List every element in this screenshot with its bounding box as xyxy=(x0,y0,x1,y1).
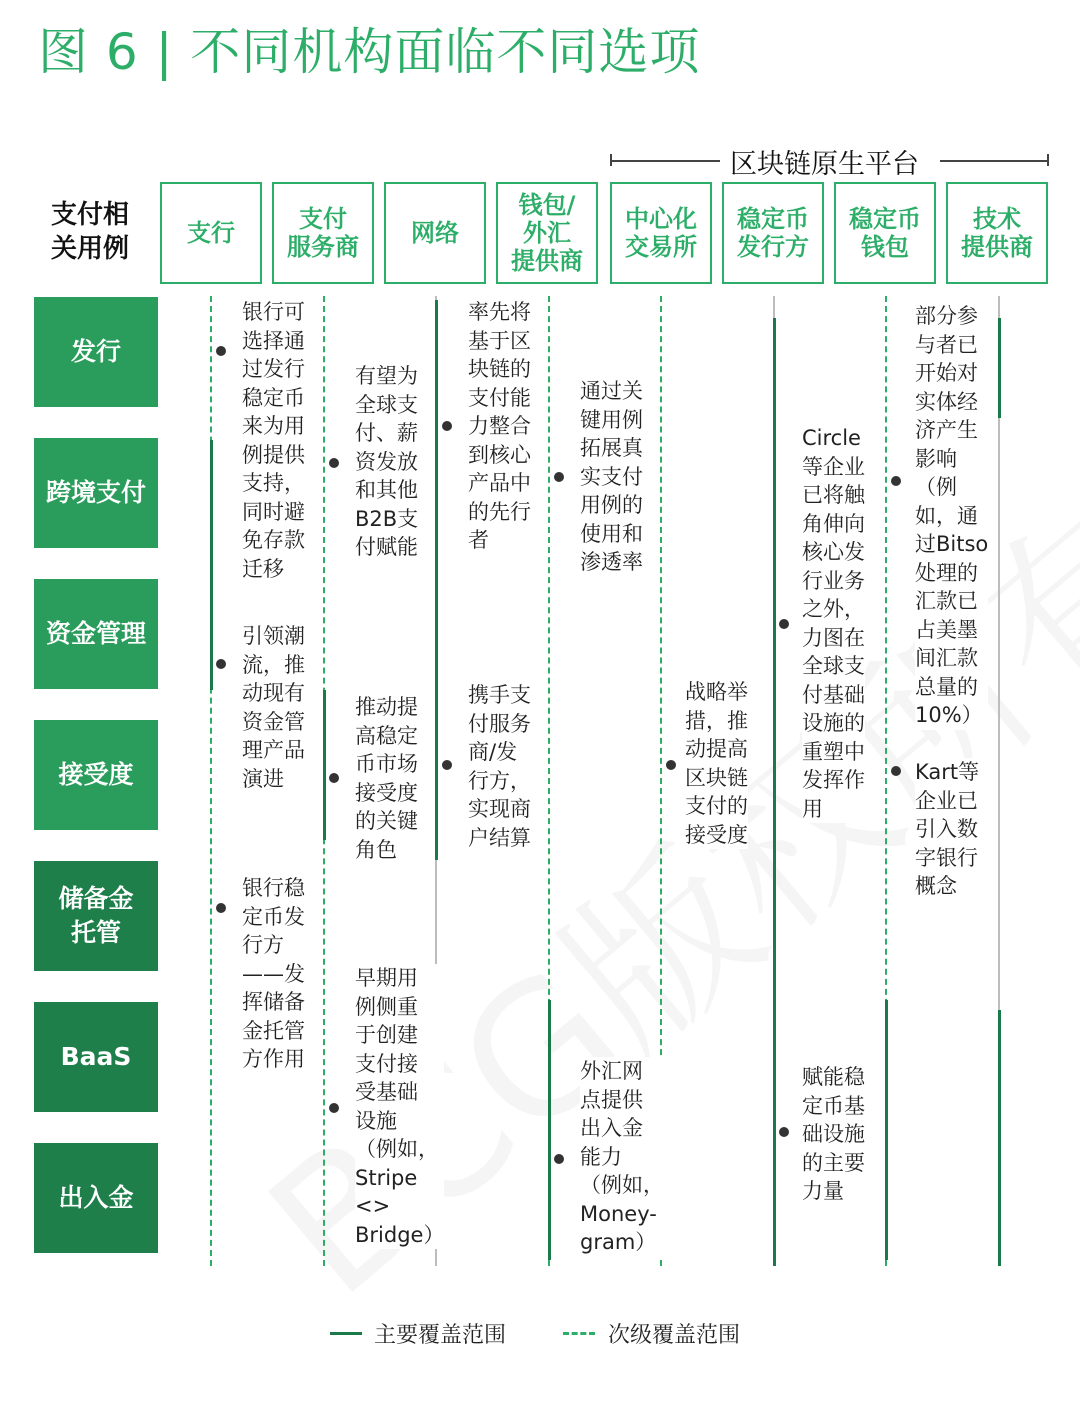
row-label: 资金管理 xyxy=(45,619,146,648)
column-header-tech-provider xyxy=(946,182,1048,284)
note-bullet xyxy=(216,903,226,913)
column-header-label: 钱包/ 外汇 提供商 xyxy=(511,191,583,275)
figure-title: 图 6 | 不同机构面临不同选项 xyxy=(38,23,701,81)
note-bullet xyxy=(329,1103,339,1113)
row-cross-border xyxy=(34,438,158,548)
note-bank-custody: 银行稳 定币发 行方 ——发 挥储备 金托管 方作用 xyxy=(242,874,305,1074)
row-header-title: 支付相 关用例 xyxy=(50,200,129,264)
note-bank-treasury: 引领潮 流，推 动现有 资金管 理产品 演进 xyxy=(242,622,305,793)
column-header-label: 支行 xyxy=(187,219,235,247)
column-header-exchange xyxy=(610,182,712,284)
note-exchange-acceptance: 战略举 措，推 动提高 区块链 支付的 接受度 xyxy=(685,678,748,849)
note-network-pioneer: 率先将 基于区 块链的 支付能 力整合 到核心 产品中 的先行 者 xyxy=(468,298,531,555)
note-bullet xyxy=(554,472,564,482)
column-header-label: 中心化 交易所 xyxy=(625,205,697,261)
note-bullet xyxy=(779,1127,789,1137)
coverage-primary-tech-provider xyxy=(998,318,1001,418)
legend-primary-label: 主要覆盖范围 xyxy=(374,1323,507,1348)
bracket-right-line xyxy=(940,160,1048,162)
note-bullet xyxy=(329,773,339,783)
note-bullet xyxy=(891,476,901,486)
note-bullet xyxy=(666,760,676,770)
note-bullet xyxy=(442,421,452,431)
coverage-primary-stablecoin-wallet xyxy=(885,1000,888,1260)
note-bullet xyxy=(442,760,452,770)
column-header-label: 支付 服务商 xyxy=(287,205,359,261)
coverage-primary-issuer xyxy=(773,318,776,1266)
column-header-stablecoin-wallet xyxy=(834,182,936,284)
note-wallet-fx-ramp: 外汇网 点提供 出入金 能力 （例如， Money- gram） xyxy=(580,1057,664,1257)
note-network-settlement: 携手支 付服务 商/发 行方， 实现商 户结算 xyxy=(468,681,531,852)
coverage-primary-wallet-fx xyxy=(548,1000,551,1260)
column-header-network xyxy=(384,182,486,284)
note-psp-infrastructure: 早期用 例侧重 于创建 支付接 受基础 设施 （例如， Stripe <> Bridge） xyxy=(355,964,444,1249)
note-issuer-infra: 赋能稳 定币基 础设施 的主要 力量 xyxy=(802,1063,865,1206)
coverage-primary-tech-provider-2 xyxy=(998,1010,1001,1266)
row-acceptance xyxy=(34,720,158,830)
row-treasury xyxy=(34,579,158,689)
row-label: 发行 xyxy=(70,337,121,366)
coverage-primary-psp xyxy=(323,690,326,840)
note-bullet xyxy=(329,458,339,468)
column-header-label: 稳定币 发行方 xyxy=(737,205,809,261)
column-header-label: 稳定币 钱包 xyxy=(849,205,921,261)
coverage-primary-network xyxy=(435,300,438,860)
note-swallet-kart: Kart等 企业已 引入数 字银行 概念 xyxy=(915,758,979,901)
bracket-left-line xyxy=(610,160,720,162)
row-on-off-ramp xyxy=(34,1143,158,1253)
row-label: BaaS xyxy=(60,1042,132,1071)
note-wallet-penetration: 通过关 键用例 拓展真 实支付 用例的 使用和 渗透率 xyxy=(580,377,643,577)
note-issuer-circle: Circle 等企业 已将触 角伸向 核心发 行业务 之外， 力图在 全球支 付基础 设施的 重塑中 发挥作 用 xyxy=(802,424,865,823)
legend-secondary-label: 次级覆盖范围 xyxy=(608,1323,741,1348)
note-bullet xyxy=(891,766,901,776)
note-swallet-bitso: 部分参 与者已 开始对 实体经 济产生 影响 （例 如，通 过Bitso 处理的 汇款已 占美墨 间汇款 总量的 10%） xyxy=(915,302,988,730)
note-bullet xyxy=(554,1154,564,1164)
column-header-issuer xyxy=(722,182,824,284)
bracket-right-tick xyxy=(1047,154,1049,166)
legend-secondary-swatch xyxy=(563,1332,595,1335)
column-header-wallet-fx xyxy=(496,182,598,284)
note-bank-issuance: 银行可 选择通 过发行 稳定币 来为用 例提供 支持， 同时避 免存款 迁移 xyxy=(242,298,305,583)
row-baas xyxy=(34,1002,158,1112)
column-header-psp xyxy=(272,182,374,284)
legend-primary-swatch xyxy=(330,1332,362,1335)
note-psp-acceptance: 推动提 高稳定 币市场 接受度 的关键 角色 xyxy=(355,693,418,864)
row-reserve-custody xyxy=(34,861,158,971)
native-platform-label: 区块链原生平台 xyxy=(724,142,925,181)
note-bullet xyxy=(779,619,789,629)
note-bullet xyxy=(216,346,226,356)
row-label: 接受度 xyxy=(58,760,134,789)
row-label: 出入金 xyxy=(58,1183,134,1212)
column-header-label: 技术 提供商 xyxy=(961,205,1033,261)
row-label: 跨境支付 xyxy=(45,478,146,507)
coverage-primary-bank xyxy=(210,440,213,690)
column-header-label: 网络 xyxy=(411,219,459,247)
column-header-bank xyxy=(160,182,262,284)
row-issuance xyxy=(34,297,158,407)
note-psp-cross-border: 有望为 全球支 付、薪 资发放 和其他 B2B支 付赋能 xyxy=(355,362,418,562)
note-bullet xyxy=(216,659,226,669)
row-label: 储备金 托管 xyxy=(58,884,134,947)
